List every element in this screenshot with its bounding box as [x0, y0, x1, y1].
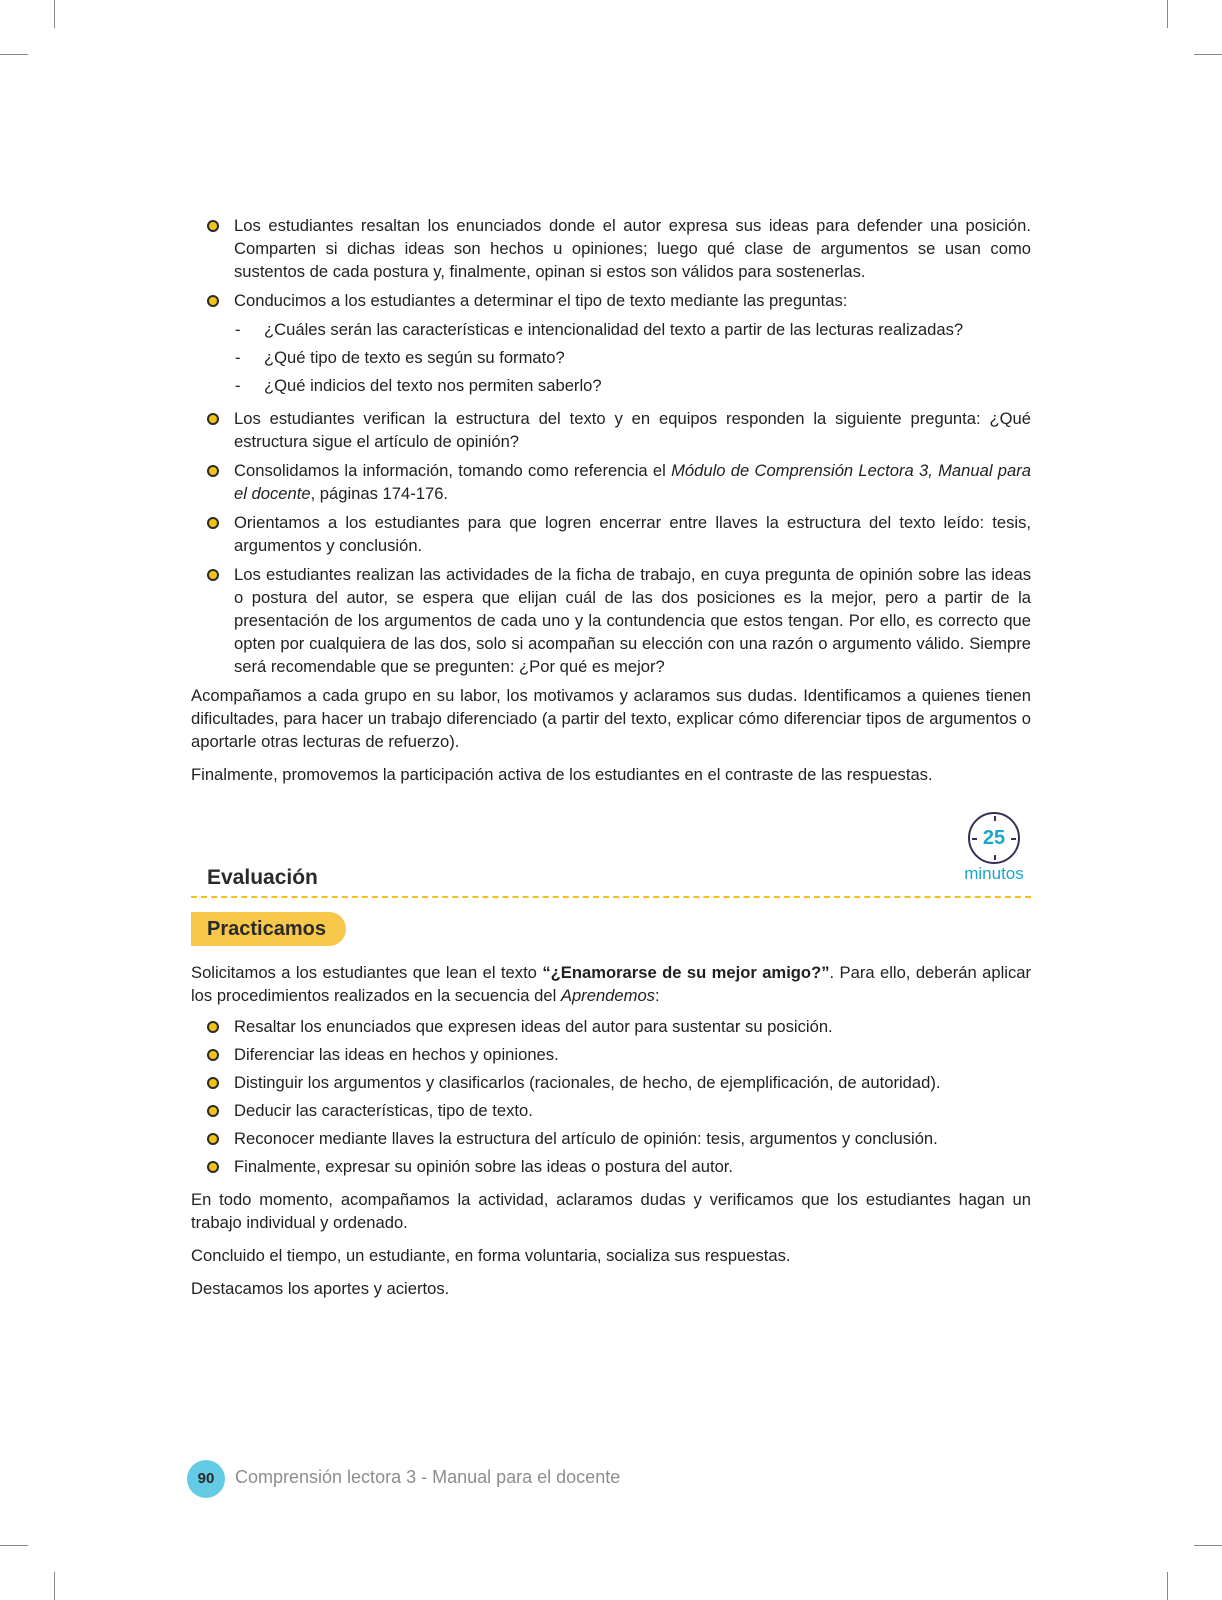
bullet-icon — [207, 569, 219, 581]
clock-icon — [968, 812, 1020, 864]
text-title: “¿Enamorarse de su mejor amigo?” — [542, 963, 830, 982]
subsection-badge: Practicamos — [191, 912, 346, 946]
list-item-text: Deducir las características, tipo de texto. — [234, 1101, 533, 1120]
question-text: ¿Qué indicios del texto nos permiten saberlo? — [264, 376, 602, 395]
list-item-text: , páginas 174-176. — [310, 484, 449, 503]
page-number: 90 — [187, 1460, 225, 1498]
paragraph: Concluido el tiempo, un estudiante, en forma voluntaria, socializa sus respuestas. — [191, 1246, 791, 1265]
list-item — [191, 1099, 1031, 1122]
list-item — [191, 1155, 1031, 1178]
question-text: ¿Cuáles serán las características e intencionalidad del texto a partir de las lecturas realizadas? — [264, 320, 964, 339]
bullet-icon — [207, 413, 219, 425]
list-item — [191, 563, 1031, 678]
list-item-text: Los estudiantes verifican la estructura del texto y en equipos responden la siguiente pregunta: ¿Qué estructura sigue el artículo de opinión? — [234, 409, 1031, 451]
crop-mark — [54, 1572, 55, 1600]
crop-mark — [54, 0, 55, 28]
main-content-bottom — [191, 961, 1031, 1310]
paragraph: En todo momento, acompañamos la actividad, aclaramos dudas y verificamos que los estudiantes hagan un trabajo individual y ordenado. — [191, 1190, 1031, 1232]
list-item — [191, 511, 1031, 557]
bullet-icon — [207, 1049, 219, 1061]
bullet-icon — [207, 1133, 219, 1145]
section-reference: Aprendemos — [560, 986, 655, 1005]
bullet-icon — [207, 1077, 219, 1089]
module-reference: Módulo de Comprensión Lectora 3, Manual para el docente — [234, 461, 1031, 503]
timer-value: 25 — [982, 827, 1006, 849]
list-item-text: Los estudiantes resaltan los enunciados donde el autor expresa sus ideas para defender una posición. Comparten si dichas ideas son hechos u opiniones; luego qué clase de argumentos se usan como sustentos de cada postura y, finalmente, opinan si estos son válidos para sostenerlas. — [234, 216, 1031, 281]
timer-unit: minutos — [964, 864, 1024, 883]
divider — [191, 896, 1031, 898]
list-item-text: Consolidamos la información, tomando como referencia el — [234, 461, 672, 480]
bullet-icon — [207, 1105, 219, 1117]
question-item — [191, 346, 1031, 369]
list-item — [191, 1015, 1031, 1038]
intro-text: : — [654, 986, 660, 1005]
dash-icon: - — [235, 320, 241, 339]
crop-mark — [1167, 1572, 1168, 1600]
list-item-text: Resaltar los enunciados que expresen ideas del autor para sustentar su posición. — [234, 1017, 833, 1036]
main-content-top — [191, 214, 1031, 796]
bullet-icon — [207, 1161, 219, 1173]
paragraph: Finalmente, promovemos la participación activa de los estudiantes en el contraste de las respuestas. — [191, 765, 933, 784]
list-item-text: Conducimos a los estudiantes a determinar el tipo de texto mediante las preguntas: — [234, 291, 848, 310]
crop-mark — [1194, 54, 1222, 55]
question-text: ¿Qué tipo de texto es según su formato? — [264, 348, 565, 367]
paragraph: Destacamos los aportes y aciertos. — [191, 1279, 450, 1298]
bullet-icon — [207, 220, 219, 232]
paragraph: Acompañamos a cada grupo en su labor, los motivamos y aclaramos sus dudas. Identificamos a quienes tienen dificultades, para hacer un trabajo diferenciado (a partir del texto, explicar cómo diferenciar tipos de argumentos o aportarle otras lecturas de refuerzo). — [191, 686, 1031, 751]
bullet-icon — [207, 465, 219, 477]
dash-icon: - — [235, 348, 241, 367]
crop-mark — [0, 54, 28, 55]
bullet-icon — [207, 517, 219, 529]
list-item — [191, 289, 1031, 312]
dash-icon: - — [235, 376, 241, 395]
section-title: Evaluación — [207, 866, 318, 889]
footer-title: Comprensión lectora 3 - Manual para el docente — [235, 1467, 621, 1487]
list-item-text: Reconocer mediante llaves la estructura del artículo de opinión: tesis, argumentos y conclusión. — [234, 1129, 938, 1148]
bullet-icon — [207, 1021, 219, 1033]
bullet-icon — [207, 295, 219, 307]
intro-paragraph — [191, 961, 1031, 1007]
list-item — [191, 214, 1031, 283]
question-list — [191, 318, 1031, 397]
list-item — [191, 1127, 1031, 1150]
intro-text: . Para ello, deberán aplicar los procedimientos realizados en la secuencia del — [191, 963, 1032, 1005]
crop-mark — [1194, 1545, 1222, 1546]
intro-text: Solicitamos a los estudiantes que lean el texto — [191, 963, 543, 982]
list-item-text: Los estudiantes realizan las actividades de la ficha de trabajo, en cuya pregunta de opinión sobre las ideas o postura del autor, se espera que elijan cuál de las dos posiciones es la mejor, pero a partir de la presentación de los argumentos de cada uno y la contundencia que estos tengan. Por ello, es correcto que opten por cualquiera de las dos, solo si acompañan su elección con una razón o argumento válido. Siempre será recomendable que se pregunten: ¿Por qué es mejor? — [234, 565, 1031, 676]
crop-mark — [1167, 0, 1168, 28]
list-item-text: Finalmente, expresar su opinión sobre las ideas o postura del autor. — [234, 1157, 734, 1176]
list-item — [191, 407, 1031, 453]
list-item-text: Orientamos a los estudiantes para que logren encerrar entre llaves la estructura del texto leído: tesis, argumentos y conclusión. — [234, 513, 1031, 555]
list-item — [191, 1071, 1031, 1094]
crop-mark — [0, 1545, 28, 1546]
list-item — [191, 1043, 1031, 1066]
question-item — [191, 318, 1031, 341]
evaluation-section — [191, 812, 1031, 962]
list-item-text: Diferenciar las ideas en hechos y opiniones. — [234, 1045, 559, 1064]
list-item — [191, 459, 1031, 505]
question-item — [191, 374, 1031, 397]
list-item-text: Distinguir los argumentos y clasificarlos (racionales, de hecho, de ejemplificación, de autoridad). — [234, 1073, 941, 1092]
